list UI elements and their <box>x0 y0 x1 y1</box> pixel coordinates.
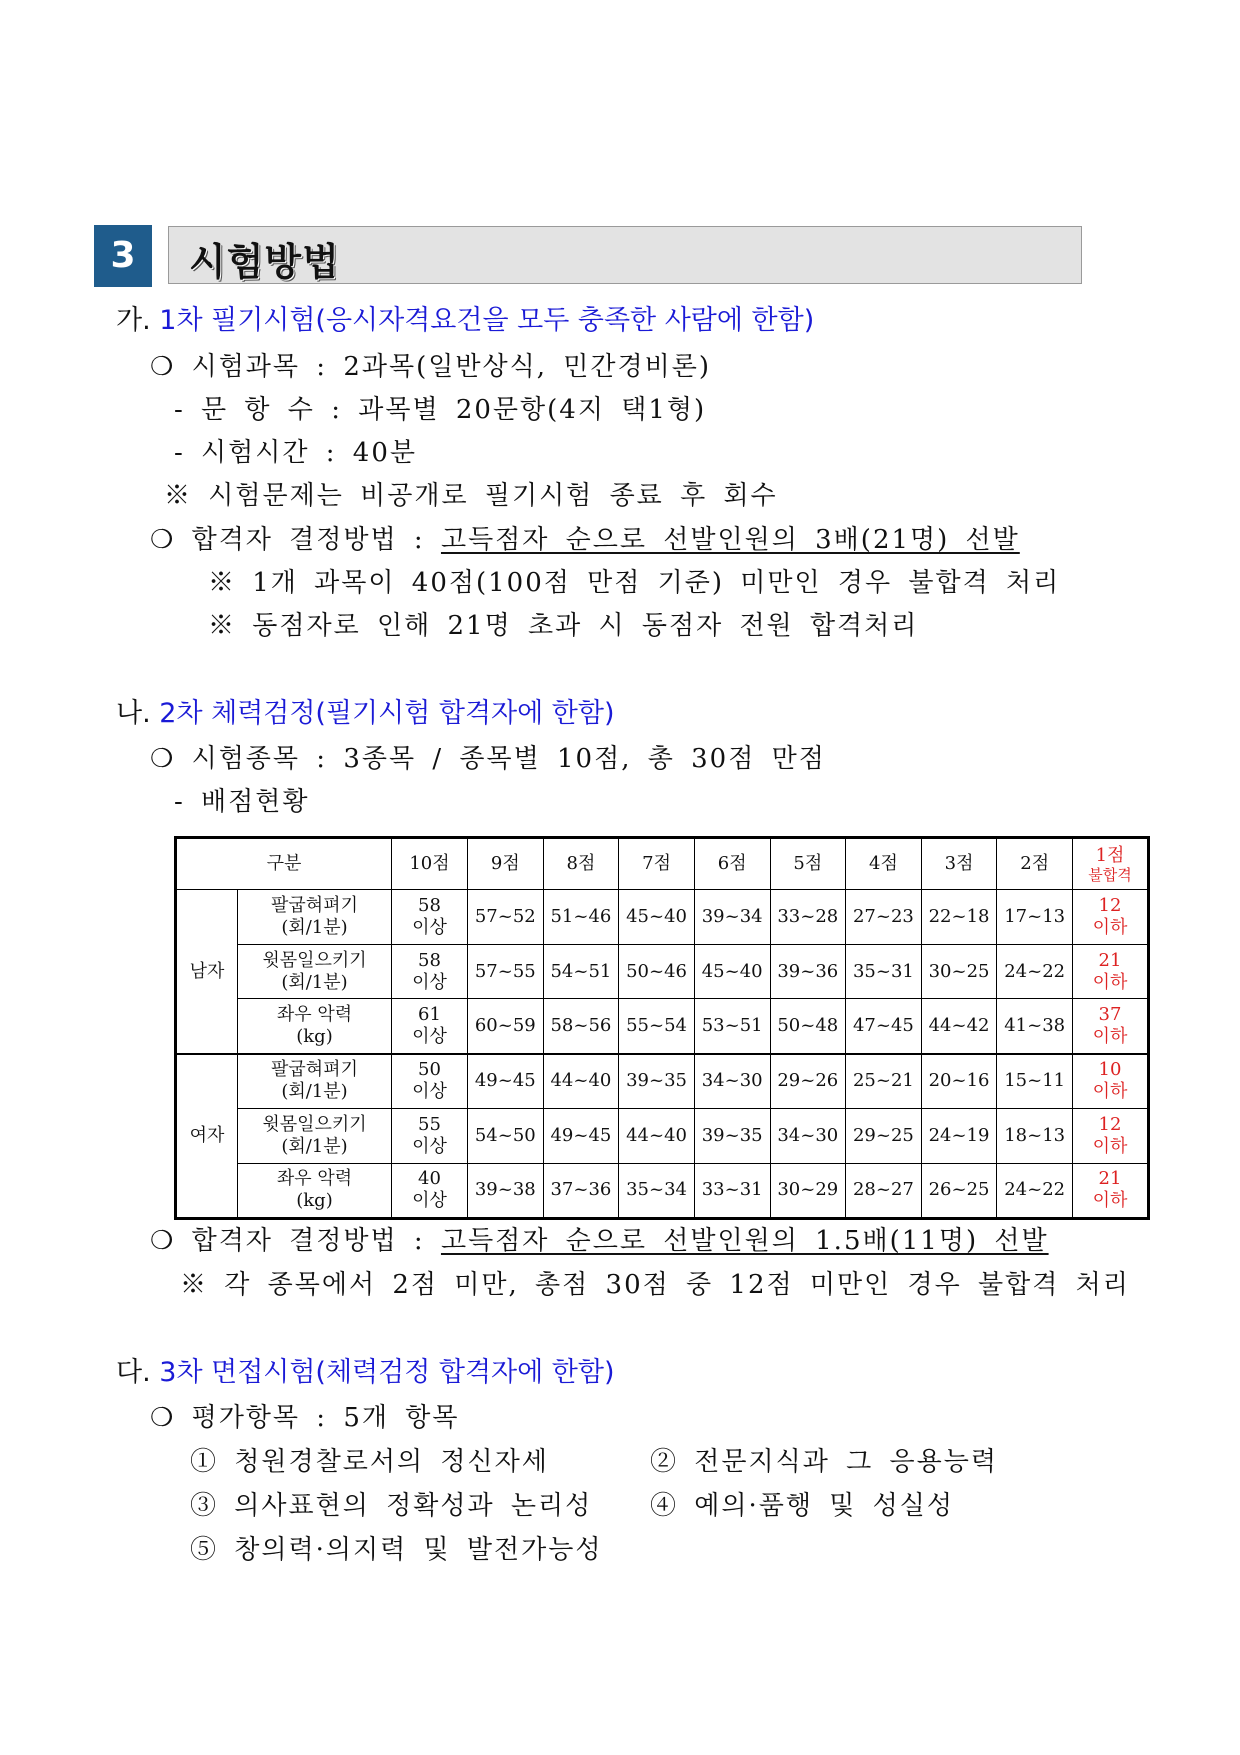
event-cell: 팔굽혀펴기 (회/1분) <box>238 1054 392 1109</box>
part-a-note-tie: ※ 동점자로 인해 21명 초과 시 동점자 전원 합격처리 <box>208 611 919 641</box>
range-cell: 51~46 <box>543 890 619 944</box>
top-score-cell: 55 이상 <box>392 1109 468 1163</box>
header-score: 3점 <box>921 838 997 890</box>
range-cell: 15~11 <box>997 1054 1073 1109</box>
gender-cell-male: 남자 <box>176 890 238 1054</box>
range-cell: 24~19 <box>921 1109 997 1163</box>
part-b-note-fail: ※ 각 종목에서 2점 미만, 총점 30점 중 12점 미만인 경우 불합격 처리 <box>180 1270 1130 1300</box>
header-score: 4점 <box>846 838 922 890</box>
part-a-note-fail: ※ 1개 과목이 40점(100점 만점 기준) 미만인 경우 불합격 처리 <box>208 568 1061 598</box>
table-header-row <box>176 838 1149 890</box>
section-header <box>94 225 1084 287</box>
part-b-label: 나. <box>116 698 151 729</box>
top-score-cell: 50 이상 <box>392 1054 468 1109</box>
event-cell: 윗몸일으키기 (회/1분) <box>238 1109 392 1163</box>
range-cell: 50~48 <box>770 999 846 1054</box>
header-score: 6점 <box>694 838 770 890</box>
header-score: 8점 <box>543 838 619 890</box>
range-cell: 39~36 <box>770 944 846 998</box>
part-c-title: 3차 면접시험(체력검정 합격자에 한함) <box>159 1357 615 1388</box>
fail-cell: 21 이하 <box>1073 944 1149 998</box>
range-cell: 53~51 <box>694 999 770 1054</box>
top-score-cell: 58 이상 <box>392 944 468 998</box>
table-row <box>176 999 1149 1054</box>
header-last-note: 불합격 <box>1088 865 1132 884</box>
table-row <box>176 890 1149 944</box>
range-cell: 33~28 <box>770 890 846 944</box>
range-cell: 54~51 <box>543 944 619 998</box>
fail-cell: 10 이하 <box>1073 1054 1149 1109</box>
header-last-score: 1점 <box>1095 844 1125 866</box>
part-a-pass-method-value: 고득점자 순으로 선발인원의 3배(21명) 선발 <box>440 525 1020 555</box>
range-cell: 44~40 <box>543 1054 619 1109</box>
evaluation-item: ② 전문지식과 그 응용능력 <box>650 1447 998 1477</box>
event-cell: 팔굽혀펴기 (회/1분) <box>238 890 392 944</box>
range-cell: 45~40 <box>619 890 695 944</box>
range-cell: 41~38 <box>997 999 1073 1054</box>
range-cell: 39~35 <box>694 1109 770 1163</box>
fail-cell: 12 이하 <box>1073 890 1149 944</box>
range-cell: 39~38 <box>468 1163 544 1218</box>
part-b-heading <box>116 697 615 731</box>
gender-cell-female: 여자 <box>176 1054 238 1219</box>
part-b-pass-method-label: ❍ 합격자 결정방법 : <box>150 1226 441 1256</box>
range-cell: 55~54 <box>619 999 695 1054</box>
range-cell: 57~52 <box>468 890 544 944</box>
part-c-heading <box>116 1356 615 1390</box>
fail-cell: 21 이하 <box>1073 1163 1149 1218</box>
section-title-box <box>168 226 1082 284</box>
evaluation-item: ① 청원경찰로서의 정신자세 <box>190 1447 549 1477</box>
range-cell: 44~40 <box>619 1109 695 1163</box>
range-cell: 20~16 <box>921 1054 997 1109</box>
range-cell: 24~22 <box>997 1163 1073 1218</box>
range-cell: 30~29 <box>770 1163 846 1218</box>
part-c-items-label: ❍ 평가항목 : 5개 항목 <box>150 1403 460 1433</box>
event-cell: 윗몸일으키기 (회/1분) <box>238 944 392 998</box>
range-cell: 58~56 <box>543 999 619 1054</box>
range-cell: 44~42 <box>921 999 997 1054</box>
header-score: 9점 <box>468 838 544 890</box>
header-score: 5점 <box>770 838 846 890</box>
range-cell: 33~31 <box>694 1163 770 1218</box>
part-a-duration: - 시험시간 : 40분 <box>174 438 418 468</box>
part-a-heading <box>116 304 814 338</box>
range-cell: 30~25 <box>921 944 997 998</box>
range-cell: 39~34 <box>694 890 770 944</box>
part-b-title: 2차 체력검정(필기시험 합격자에 한함) <box>159 698 615 729</box>
range-cell: 17~13 <box>997 890 1073 944</box>
event-cell: 좌우 악력 (kg) <box>238 999 392 1054</box>
range-cell: 27~23 <box>846 890 922 944</box>
range-cell: 35~31 <box>846 944 922 998</box>
part-a-question-count: - 문 항 수 : 과목별 20문항(4지 택1형) <box>174 395 707 425</box>
evaluation-item: ③ 의사표현의 정확성과 논리성 <box>190 1491 593 1521</box>
range-cell: 37~36 <box>543 1163 619 1218</box>
top-score-cell: 58 이상 <box>392 890 468 944</box>
range-cell: 29~26 <box>770 1054 846 1109</box>
part-b-score-label: - 배점현황 <box>174 787 310 817</box>
part-a-title: 1차 필기시험(응시자격요건을 모두 충족한 사람에 한함) <box>159 305 815 336</box>
evaluation-item: ⑤ 창의력·의지력 및 발전가능성 <box>190 1535 603 1565</box>
range-cell: 39~35 <box>619 1054 695 1109</box>
table-row <box>176 1109 1149 1163</box>
range-cell: 34~30 <box>770 1109 846 1163</box>
part-b-events: ❍ 시험종목 : 3종목 / 종목별 10점, 총 30점 만점 <box>150 744 826 774</box>
header-score: 2점 <box>997 838 1073 890</box>
score-table <box>174 836 1150 1220</box>
event-cell: 좌우 악력 (kg) <box>238 1163 392 1218</box>
top-score-cell: 40 이상 <box>392 1163 468 1218</box>
top-score-cell: 61 이상 <box>392 999 468 1054</box>
section-number: 3 <box>94 225 152 287</box>
header-fail-score <box>1073 838 1149 890</box>
part-b-pass-method-value: 고득점자 순으로 선발인원의 1.5배(11명) 선발 <box>440 1226 1049 1256</box>
range-cell: 35~34 <box>619 1163 695 1218</box>
range-cell: 57~55 <box>468 944 544 998</box>
part-b-pass-method <box>150 1224 1049 1258</box>
part-c-label: 다. <box>116 1357 151 1388</box>
range-cell: 22~18 <box>921 890 997 944</box>
range-cell: 45~40 <box>694 944 770 998</box>
range-cell: 34~30 <box>694 1054 770 1109</box>
header-category: 구분 <box>176 838 392 890</box>
table-row <box>176 944 1149 998</box>
part-a-pass-method <box>150 523 1020 557</box>
range-cell: 29~25 <box>846 1109 922 1163</box>
range-cell: 49~45 <box>543 1109 619 1163</box>
table-row <box>176 1163 1149 1218</box>
range-cell: 47~45 <box>846 999 922 1054</box>
range-cell: 26~25 <box>921 1163 997 1218</box>
range-cell: 49~45 <box>468 1054 544 1109</box>
part-a-subject: ❍ 시험과목 : 2과목(일반상식, 민간경비론) <box>150 352 711 382</box>
range-cell: 24~22 <box>997 944 1073 998</box>
range-cell: 50~46 <box>619 944 695 998</box>
table-row <box>176 1054 1149 1109</box>
header-score: 10점 <box>392 838 468 890</box>
fail-cell: 37 이하 <box>1073 999 1149 1054</box>
range-cell: 28~27 <box>846 1163 922 1218</box>
section-title: 시험방법 <box>189 240 340 284</box>
range-cell: 60~59 <box>468 999 544 1054</box>
fail-cell: 12 이하 <box>1073 1109 1149 1163</box>
range-cell: 54~50 <box>468 1109 544 1163</box>
part-a-note-collect: ※ 시험문제는 비공개로 필기시험 종료 후 회수 <box>164 481 778 511</box>
range-cell: 18~13 <box>997 1109 1073 1163</box>
range-cell: 25~21 <box>846 1054 922 1109</box>
evaluation-item: ④ 예의·품행 및 성실성 <box>650 1491 954 1521</box>
part-a-pass-method-label: ❍ 합격자 결정방법 : <box>150 525 441 555</box>
header-score: 7점 <box>619 838 695 890</box>
part-a-label: 가. <box>116 305 151 336</box>
